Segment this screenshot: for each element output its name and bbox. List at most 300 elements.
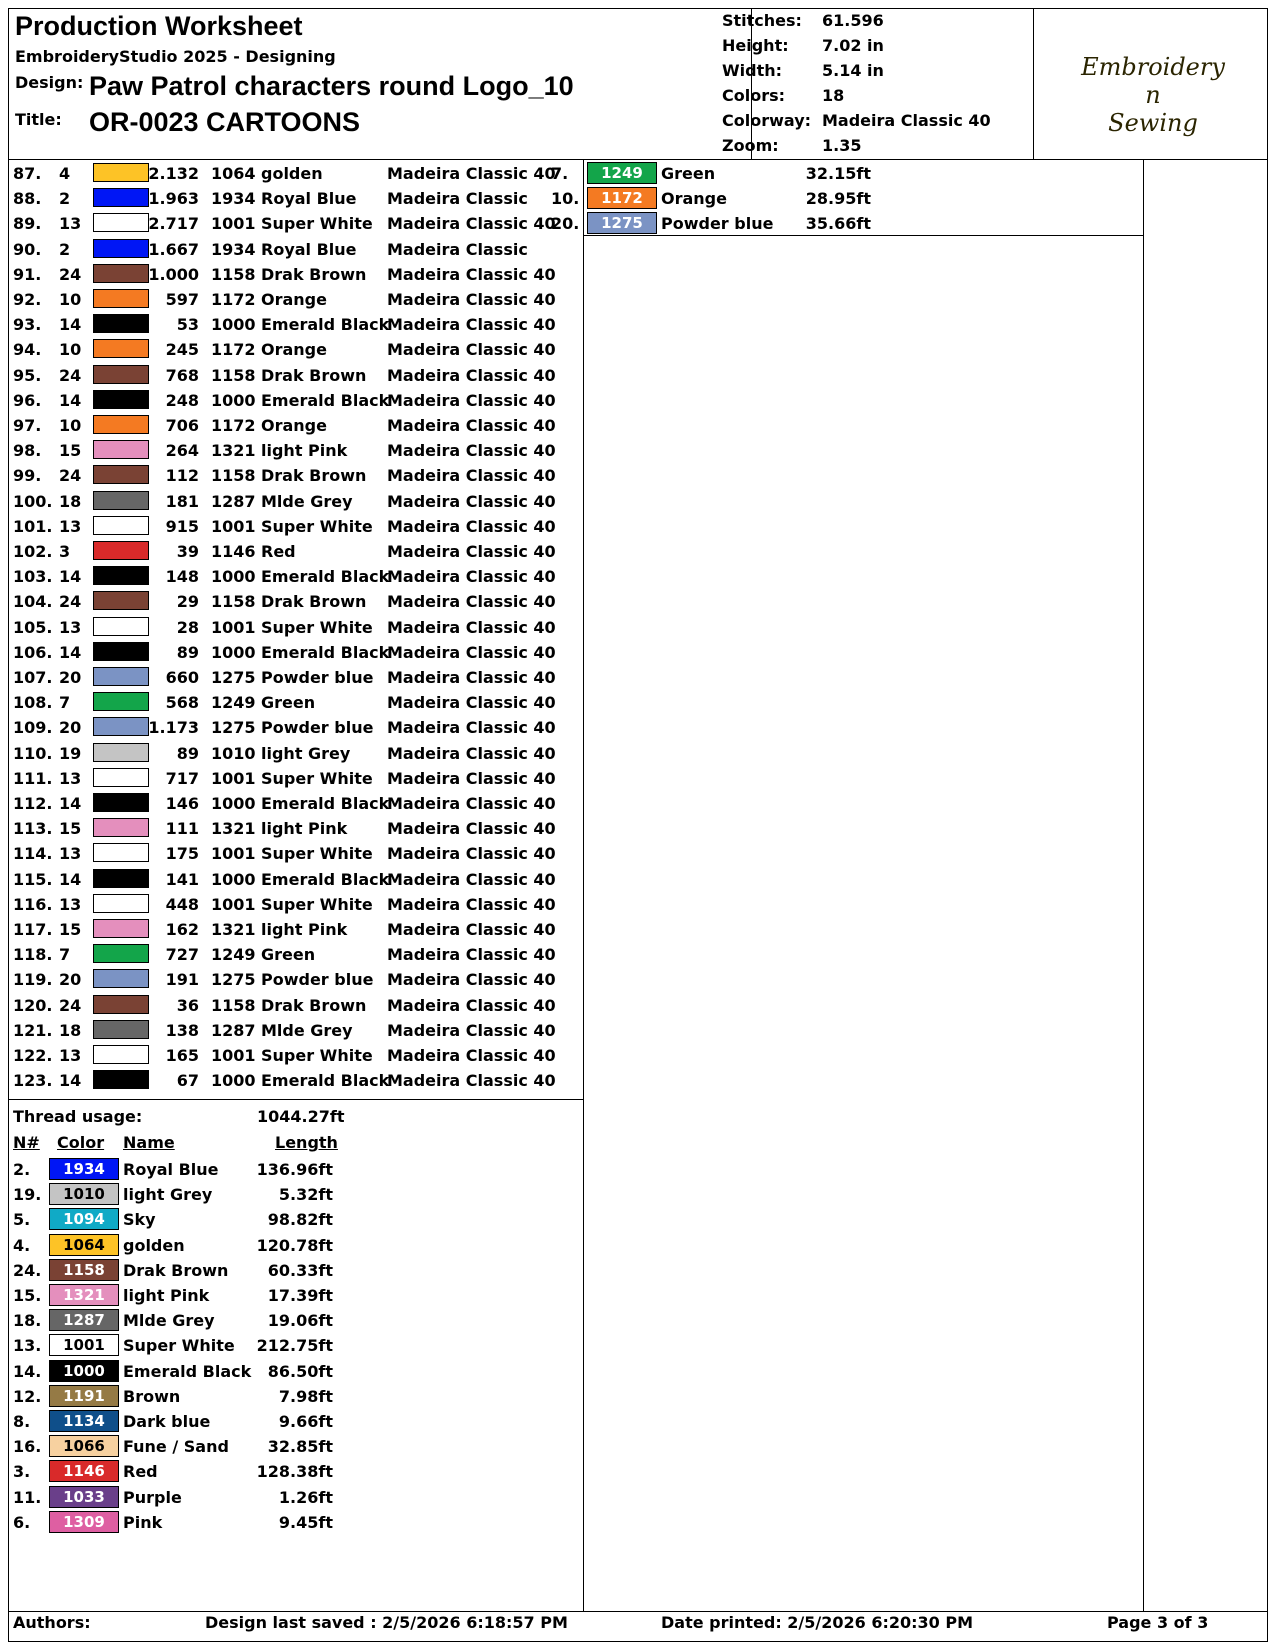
design-name: Paw Patrol characters round Logo_10 <box>89 71 574 101</box>
usage-name: Green <box>661 164 716 183</box>
needle-number: 19 <box>59 743 82 763</box>
usage-row <box>13 1283 343 1309</box>
header-number: N# <box>13 1133 40 1152</box>
stop-number: 90. <box>13 239 42 259</box>
thread-chart: Madeira Classic 40 <box>387 390 556 410</box>
stitch-count: 1.000 <box>148 264 199 284</box>
usage-number: 20. <box>551 214 580 234</box>
stitch-count: 141 <box>165 869 199 889</box>
usage-number: 7. <box>551 164 569 183</box>
needle-number: 15 <box>59 441 82 461</box>
stop-number: 123. <box>13 1071 53 1091</box>
stop-number: 105. <box>13 617 53 637</box>
embroidery-sewing-logo: Embroidery n Sewing <box>1081 53 1225 137</box>
stat-value: 61.596 <box>822 11 884 30</box>
thread-name: Super White <box>261 844 373 864</box>
sequence-row <box>13 539 579 565</box>
thread-chart: Madeira Classic 40 <box>387 995 556 1015</box>
thread-code: 1000 <box>211 1071 256 1091</box>
usage-number: 19. <box>13 1185 42 1205</box>
thread-name: Orange <box>261 290 327 309</box>
sequence-row <box>13 766 579 792</box>
sequence-row <box>13 967 579 993</box>
usage-row <box>13 1384 343 1410</box>
stop-number: 91. <box>13 264 42 284</box>
thread-code: 1000 <box>211 794 256 813</box>
stop-number: 107. <box>13 668 53 687</box>
sequence-row <box>13 917 579 943</box>
thread-chart: Madeira Classic 40 <box>387 164 556 183</box>
thread-name: Orange <box>261 416 327 435</box>
thread-chart: Madeira Classic 40 <box>387 743 556 763</box>
thread-chart: Madeira Classic 40 <box>387 668 556 687</box>
stop-number: 98. <box>13 441 42 461</box>
thread-chart: Madeira Classic 40 <box>387 920 556 939</box>
thread-name: Super White <box>261 1046 373 1065</box>
usage-name: Drak Brown <box>123 1260 229 1280</box>
sequence-row <box>13 262 579 288</box>
sequence-row <box>13 514 579 540</box>
stitch-count: 245 <box>165 340 199 360</box>
usage-number: 6. <box>13 1512 31 1532</box>
needle-number: 24 <box>59 592 82 612</box>
stop-number: 122. <box>13 1046 53 1065</box>
stitch-count: 191 <box>165 970 199 990</box>
stitch-count: 146 <box>165 794 199 813</box>
usage-name: Mlde Grey <box>123 1311 215 1331</box>
stitch-count: 1.963 <box>148 189 199 209</box>
needle-number: 14 <box>59 390 82 410</box>
usage-row <box>13 1434 343 1460</box>
thread-code: 1934 <box>211 239 256 259</box>
sequence-row <box>13 715 579 741</box>
thread-name: Mlde Grey <box>261 1020 353 1040</box>
usage-length: 32.15ft <box>805 164 871 183</box>
header-length: Length <box>275 1133 338 1152</box>
thread-chart: Madeira Classic 40 <box>387 315 556 335</box>
usage-name: light Grey <box>123 1185 213 1205</box>
stitch-count: 28 <box>176 617 199 637</box>
thread-code: 1064 <box>211 164 256 183</box>
header-color: Color <box>57 1133 105 1152</box>
thread-name: Super White <box>261 768 373 788</box>
stop-number: 118. <box>13 945 53 965</box>
software-name: EmbroideryStudio 2025 - Designing <box>15 47 336 66</box>
stat-label: Width: <box>722 61 783 80</box>
needle-number: 10 <box>59 290 82 309</box>
needle-number: 2 <box>59 189 71 209</box>
thread-chart: Madeira Classic 40 <box>387 416 556 435</box>
usage-name: Brown <box>123 1386 181 1406</box>
usage-length: 7.98ft <box>278 1386 333 1406</box>
stop-number: 110. <box>13 743 53 763</box>
usage-row <box>551 186 1111 212</box>
thread-name: Powder blue <box>261 718 374 738</box>
usage-row <box>13 1258 343 1284</box>
needle-number: 13 <box>59 214 82 234</box>
stat-label: Zoom: <box>722 136 779 155</box>
sequence-row <box>13 1068 579 1094</box>
thread-code: 1287 <box>211 491 256 511</box>
thread-chip: 1146 <box>49 1460 119 1482</box>
stop-number: 112. <box>13 794 53 813</box>
needle-number: 20 <box>59 718 82 738</box>
title-label: Title: <box>15 110 62 129</box>
usage-name: Emerald Black <box>123 1361 252 1381</box>
thread-code: 1321 <box>211 441 256 461</box>
usage-number: 13. <box>13 1336 42 1356</box>
thread-code: 1321 <box>211 920 256 939</box>
thread-name: Mlde Grey <box>261 491 353 511</box>
sequence-row <box>13 892 579 918</box>
sequence-row <box>13 186 579 212</box>
design-title: OR-0023 CARTOONS <box>89 107 361 137</box>
sequence-row <box>13 388 579 414</box>
needle-number: 2 <box>59 239 71 259</box>
sequence-row <box>13 791 579 817</box>
thread-chip: 1249 <box>587 162 657 184</box>
thread-name: Emerald Black <box>261 794 390 813</box>
thread-chart: Madeira Classic 40 <box>387 516 556 536</box>
thread-chart: Madeira Classic 40 <box>387 290 556 309</box>
thread-chart: Madeira Classic 40 <box>387 567 556 587</box>
thread-chart: Madeira Classic <box>387 239 528 259</box>
usage-length: 5.32ft <box>278 1185 333 1205</box>
sequence-row <box>13 1018 579 1044</box>
stat-value: 18 <box>822 86 845 105</box>
thread-code: 1249 <box>211 693 256 713</box>
stop-number: 115. <box>13 869 53 889</box>
usage-name: golden <box>123 1235 185 1255</box>
needle-number: 14 <box>59 315 82 335</box>
footer-top-rule <box>9 1611 1267 1612</box>
usage-length: 9.66ft <box>278 1412 333 1431</box>
stitch-count: 768 <box>165 365 199 385</box>
sequence-row <box>13 161 579 187</box>
stitch-count: 138 <box>165 1020 199 1040</box>
stop-number: 116. <box>13 894 53 914</box>
needle-number: 24 <box>59 995 82 1015</box>
thread-name: light Pink <box>261 920 348 939</box>
thread-code: 1158 <box>211 365 256 385</box>
sequence-row <box>13 312 579 338</box>
sequence-row <box>13 463 579 489</box>
stop-number: 99. <box>13 466 42 486</box>
stitch-count: 112 <box>165 466 199 486</box>
thread-chart: Madeira Classic 40 <box>387 491 556 511</box>
thread-name: Super White <box>261 617 373 637</box>
usage-length: 86.50ft <box>267 1361 333 1381</box>
sequence-row <box>13 741 579 767</box>
thread-code: 1000 <box>211 567 256 587</box>
usage-name: Orange <box>661 189 727 209</box>
needle-number: 20 <box>59 668 82 687</box>
thread-name: Super White <box>261 894 373 914</box>
stitch-count: 67 <box>176 1071 199 1091</box>
stop-number: 121. <box>13 1020 53 1040</box>
thread-code: 1275 <box>211 970 256 990</box>
thread-chart: Madeira Classic 40 <box>387 365 556 385</box>
thread-name: Red <box>261 542 296 561</box>
usage-row <box>13 1485 343 1511</box>
thread-chip: 1287 <box>49 1309 119 1331</box>
thread-code: 1287 <box>211 1020 256 1040</box>
usage-length: 9.45ft <box>278 1512 333 1532</box>
thread-name: Emerald Black <box>261 869 390 889</box>
thread-name: Emerald Black <box>261 642 390 662</box>
needle-number: 13 <box>59 1046 82 1065</box>
stitch-count: 36 <box>176 995 199 1015</box>
sequence-row <box>13 942 579 968</box>
usage-length: 19.06ft <box>267 1311 333 1331</box>
needle-number: 10 <box>59 340 82 360</box>
stop-number: 92. <box>13 290 42 309</box>
thread-chart: Madeira Classic 40 <box>387 794 556 813</box>
thread-chart: Madeira Classic 40 <box>387 617 556 637</box>
thread-chart: Madeira Classic 40 <box>387 642 556 662</box>
usage-length: 1.26ft <box>278 1487 333 1507</box>
thread-chart: Madeira Classic 40 <box>387 214 556 234</box>
thread-code: 1158 <box>211 995 256 1015</box>
thread-chart: Madeira Classic 40 <box>387 869 556 889</box>
stitch-count: 175 <box>165 844 199 864</box>
thread-code: 1172 <box>211 416 256 435</box>
stat-row <box>722 61 884 80</box>
sequence-row <box>13 867 579 893</box>
stitch-count: 2.717 <box>148 214 199 234</box>
thread-code: 1158 <box>211 264 256 284</box>
thread-chart: Madeira Classic 40 <box>387 894 556 914</box>
thread-name: Powder blue <box>261 970 374 990</box>
sequence-row <box>13 993 579 1019</box>
thread-chart: Madeira Classic 40 <box>387 264 556 284</box>
thread-chip: 1321 <box>49 1284 119 1306</box>
stop-number: 96. <box>13 390 42 410</box>
stitch-count: 1.667 <box>148 239 199 259</box>
usage-length: 128.38ft <box>256 1462 333 1482</box>
usage-name: Purple <box>123 1487 182 1507</box>
thread-name: light Grey <box>261 743 351 763</box>
stitch-count: 29 <box>176 592 199 612</box>
usage-length: 98.82ft <box>267 1210 333 1230</box>
thread-chart: Madeira Classic 40 <box>387 819 556 839</box>
needle-number: 14 <box>59 567 82 587</box>
stitch-count: 148 <box>165 567 199 587</box>
thread-chart: Madeira Classic 40 <box>387 466 556 486</box>
needle-number: 14 <box>59 642 82 662</box>
design-label: Design: <box>15 73 84 92</box>
sequence-row <box>13 589 579 615</box>
thread-chip: 1001 <box>49 1334 119 1356</box>
stat-row <box>722 86 844 105</box>
thread-usage-label: Thread usage: <box>13 1107 143 1126</box>
usage-name: Red <box>123 1462 158 1482</box>
sequence-row <box>13 816 579 842</box>
stitch-count: 717 <box>165 768 199 788</box>
sequence-row <box>13 615 579 641</box>
needle-number: 13 <box>59 844 82 864</box>
thread-code: 1172 <box>211 290 256 309</box>
usage-name: Dark blue <box>123 1412 211 1431</box>
thread-name: Powder blue <box>261 668 374 687</box>
sequence-row <box>13 665 579 691</box>
sequence-row <box>13 690 579 716</box>
stat-row <box>722 36 884 55</box>
needle-number: 3 <box>59 542 71 561</box>
thread-code: 1001 <box>211 214 256 234</box>
sequence-row <box>13 337 579 363</box>
stop-number: 120. <box>13 995 53 1015</box>
thread-usage-total: 1044.27ft <box>257 1107 345 1126</box>
thread-code: 1000 <box>211 315 256 335</box>
usage-length: 28.95ft <box>805 189 871 209</box>
thread-code: 1001 <box>211 1046 256 1065</box>
thread-code: 1001 <box>211 516 256 536</box>
thread-chart: Madeira Classic 40 <box>387 768 556 788</box>
stitch-count: 165 <box>165 1046 199 1065</box>
thread-code: 1000 <box>211 869 256 889</box>
stitch-count: 568 <box>165 693 199 713</box>
usage-number: 14. <box>13 1361 42 1381</box>
stitch-count: 89 <box>176 743 199 763</box>
header-bottom-rule <box>9 159 1267 160</box>
needle-number: 18 <box>59 491 82 511</box>
stitch-count: 181 <box>165 491 199 511</box>
sequence-row <box>13 841 579 867</box>
stitch-count: 264 <box>165 441 199 461</box>
usage-length: 212.75ft <box>256 1336 333 1356</box>
sequence-row <box>13 564 579 590</box>
usage-row <box>551 161 1111 187</box>
stitch-count: 597 <box>165 290 199 309</box>
sequence-row <box>13 413 579 439</box>
thread-code: 1249 <box>211 945 256 965</box>
thread-chart: Madeira Classic 40 <box>387 718 556 738</box>
thread-chart: Madeira Classic 40 <box>387 592 556 612</box>
page-title: Production Worksheet <box>15 11 303 41</box>
stitch-count: 248 <box>165 390 199 410</box>
sequence-row <box>13 489 579 515</box>
usage-number: 2. <box>13 1160 31 1179</box>
thread-name: Drak Brown <box>261 592 367 612</box>
stat-value: 5.14 in <box>822 61 884 80</box>
needle-number: 24 <box>59 365 82 385</box>
thread-name: Drak Brown <box>261 264 367 284</box>
stop-number: 100. <box>13 491 53 511</box>
sequence-row <box>13 363 579 389</box>
sequence-bottom-rule <box>9 1099 583 1100</box>
thread-chart: Madeira Classic 40 <box>387 844 556 864</box>
usage-number: 8. <box>13 1412 31 1431</box>
needle-number: 7 <box>59 945 71 965</box>
sequence-row <box>13 211 579 237</box>
thread-name: light Pink <box>261 819 348 839</box>
needle-number: 14 <box>59 1071 82 1091</box>
sequence-row <box>13 237 579 263</box>
thread-chart: Madeira Classic 40 <box>387 1046 556 1065</box>
column-divider-right <box>1143 159 1144 1611</box>
stop-number: 101. <box>13 516 53 536</box>
thread-name: Drak Brown <box>261 995 367 1015</box>
thread-code: 1001 <box>211 768 256 788</box>
sequence-row <box>13 640 579 666</box>
usage-number: 4. <box>13 1235 31 1255</box>
stitch-count: 727 <box>165 945 199 965</box>
sequence-row <box>13 438 579 464</box>
thread-code: 1275 <box>211 668 256 687</box>
thread-chart: Madeira Classic 40 <box>387 441 556 461</box>
stitch-count: 1.173 <box>148 718 199 738</box>
stat-label: Stitches: <box>722 11 802 30</box>
usage-number: 12. <box>13 1386 42 1406</box>
date-printed: Date printed: 2/5/2026 6:20:30 PM <box>661 1613 974 1632</box>
thread-chip: 1172 <box>587 187 657 209</box>
thread-code: 1001 <box>211 844 256 864</box>
thread-chip: 1309 <box>49 1511 119 1533</box>
thread-code: 1010 <box>211 743 256 763</box>
thread-chart: Madeira Classic 40 <box>387 970 556 990</box>
needle-number: 10 <box>59 416 82 435</box>
usage-name: Super White <box>123 1336 235 1356</box>
authors-label: Authors: <box>13 1613 91 1632</box>
thread-name: Green <box>261 693 316 713</box>
thread-name: Super White <box>261 214 373 234</box>
stitch-count: 706 <box>165 416 199 435</box>
stop-number: 93. <box>13 315 42 335</box>
thread-code: 1000 <box>211 390 256 410</box>
logo-divider <box>1033 9 1034 159</box>
stop-number: 113. <box>13 819 53 839</box>
thread-name: Royal Blue <box>261 239 357 259</box>
thread-chip: 1064 <box>49 1234 119 1256</box>
thread-name: Drak Brown <box>261 466 367 486</box>
thread-chart: Madeira Classic 40 <box>387 945 556 965</box>
thread-chart: Madeira Classic 40 <box>387 542 556 561</box>
usage-name: light Pink <box>123 1286 210 1305</box>
stitch-count: 39 <box>176 542 199 561</box>
thread-code: 1158 <box>211 466 256 486</box>
stop-number: 117. <box>13 920 53 939</box>
usage-row <box>13 1157 343 1183</box>
stop-number: 97. <box>13 416 42 435</box>
thread-code: 1001 <box>211 894 256 914</box>
needle-number: 14 <box>59 794 82 813</box>
thread-code: 1172 <box>211 340 256 360</box>
needle-number: 24 <box>59 264 82 284</box>
stop-number: 111. <box>13 768 53 788</box>
usage-row <box>13 1333 343 1359</box>
needle-number: 13 <box>59 617 82 637</box>
usage-name: Royal Blue <box>123 1160 219 1179</box>
worksheet-page <box>8 8 1268 1642</box>
stop-number: 89. <box>13 214 42 234</box>
thread-chip: 1134 <box>49 1410 119 1432</box>
usage-length: 136.96ft <box>256 1160 333 1179</box>
column-divider <box>583 159 584 1611</box>
needle-number: 15 <box>59 819 82 839</box>
stop-number: 114. <box>13 844 53 864</box>
needle-number: 18 <box>59 1020 82 1040</box>
thread-name: Emerald Black <box>261 390 390 410</box>
usage-number: 16. <box>13 1437 42 1457</box>
stat-row <box>722 11 884 30</box>
thread-code: 1000 <box>211 642 256 662</box>
usage-number: 11. <box>13 1487 42 1507</box>
thread-chart: Madeira Classic 40 <box>387 1020 556 1040</box>
needle-number: 13 <box>59 894 82 914</box>
thread-name: Green <box>261 945 316 965</box>
stop-number: 108. <box>13 693 53 713</box>
